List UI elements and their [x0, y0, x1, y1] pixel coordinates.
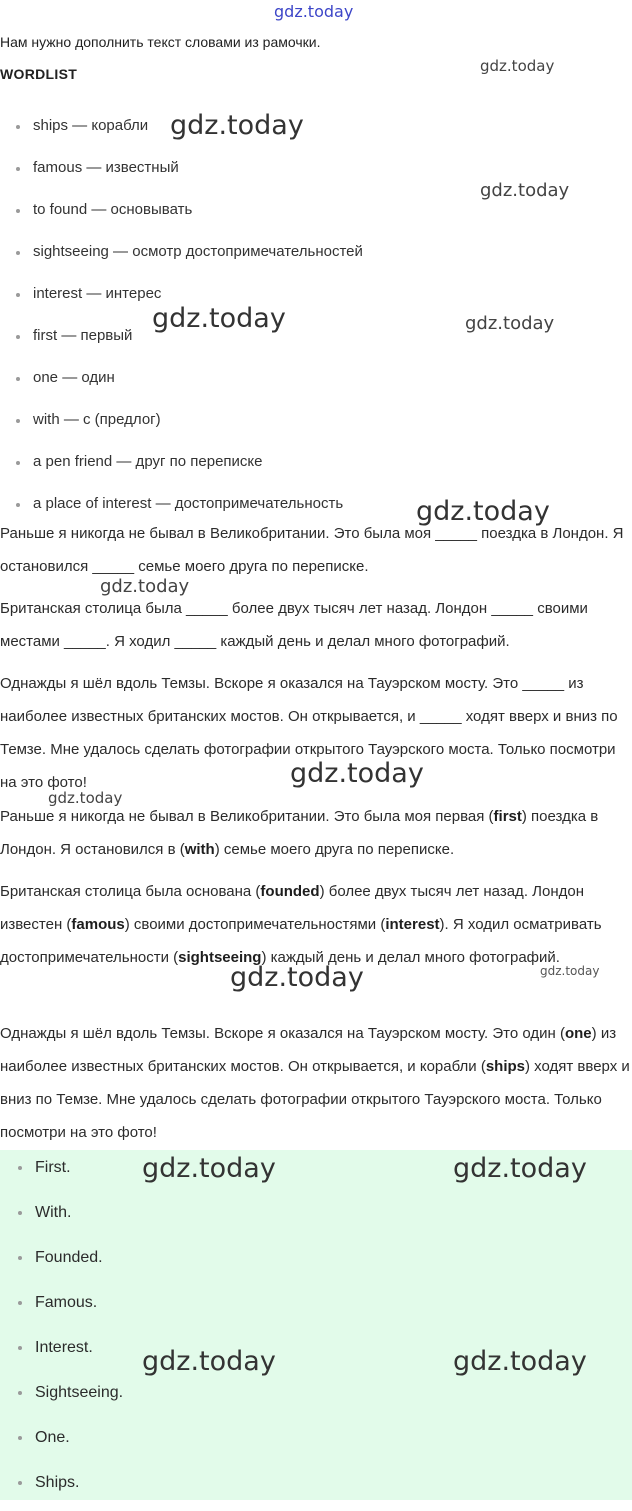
watermark: gdz.today	[465, 313, 555, 334]
answer-word: first	[493, 808, 522, 825]
watermark: gdz.today	[142, 1346, 276, 1377]
intro-text: Нам нужно дополнить текст словами из рамочки.	[0, 34, 321, 50]
watermark: gdz.today	[480, 180, 570, 201]
watermark: gdz.today	[416, 496, 550, 527]
answer-word: founded	[260, 883, 320, 900]
wordlist-item: one — один	[0, 357, 363, 399]
watermark: gdz.today	[152, 303, 286, 334]
wordlist-item: famous — известный	[0, 147, 363, 189]
wordlist-item: a pen friend — друг по переписке	[0, 441, 363, 483]
watermark: gdz.today	[170, 110, 304, 141]
answer-word: one	[564, 1025, 592, 1042]
watermark: gdz.today	[540, 964, 600, 978]
wordlist	[0, 105, 363, 525]
answer-paragraph-2: Британская столица была основана (founded) более двух тысяч лет назад. Лондон известен (famous) своими достопримечательностями (interest). Я ходил осматривать достопримечательности (sightseeing) каждый день и делал много фотографий.	[0, 883, 602, 966]
answer-item: Sightseeing.	[0, 1376, 123, 1421]
wordlist-item: to found — основывать	[0, 189, 363, 231]
watermark: gdz.today	[230, 962, 364, 993]
wordlist-item: ships — корабли	[0, 105, 363, 147]
task-paragraph-2: Британская столица была _____ более двух тысяч лет назад. Лондон _____ своими местами _____. Я ходил _____ каждый день и делал много фотографий.	[0, 600, 588, 650]
answer-item: Famous.	[0, 1286, 123, 1331]
wordlist-item: interest — интерес	[0, 273, 363, 315]
answer-item: Ships.	[0, 1466, 123, 1511]
answer-word: famous	[71, 916, 125, 933]
watermark: gdz.today	[48, 789, 123, 807]
watermark: gdz.today	[453, 1153, 587, 1184]
answer-item: One.	[0, 1421, 123, 1466]
answer-item: With.	[0, 1196, 123, 1241]
answer-item: Founded.	[0, 1241, 123, 1286]
watermark: gdz.today	[453, 1346, 587, 1377]
answers-list	[0, 1151, 123, 1511]
task-paragraph-1: Раньше я никогда не бывал в Великобритании. Это была моя _____ поездка в Лондон. Я остановился _____ семье моего друга по переписке.	[0, 525, 624, 575]
wordlist-heading: WORDLIST	[0, 66, 78, 82]
wordlist-item: a place of interest — достопримечательность	[0, 483, 363, 525]
wordlist-item: sightseeing — осмотр достопримечательностей	[0, 231, 363, 273]
answer-item: First.	[0, 1151, 123, 1196]
answer-word: interest	[385, 916, 440, 933]
watermark: gdz.today	[274, 2, 354, 21]
answer-word: with	[184, 841, 215, 858]
watermark: gdz.today	[100, 576, 190, 597]
task-paragraph-3: Однажды я шёл вдоль Темзы. Вскоре я оказался на Тауэрском мосту. Это _____ из наиболее известных британских мостов. Он открывается, и _____ ходят вверх и вниз по Темзе. Мне удалось сделать фотографии открытого Тауэрского моста. Только посмотри на это фото!	[0, 675, 618, 791]
watermark: gdz.today	[480, 57, 555, 75]
wordlist-item: with — с (предлог)	[0, 399, 363, 441]
watermark: gdz.today	[142, 1153, 276, 1184]
answer-word: sightseeing	[178, 949, 262, 966]
answer-word: ships	[485, 1058, 526, 1075]
answer-item: Interest.	[0, 1331, 123, 1376]
watermark: gdz.today	[290, 758, 424, 789]
answers-panel	[0, 1150, 632, 1500]
wordlist-item: first — первый	[0, 315, 363, 357]
answer-paragraph-3: Однажды я шёл вдоль Темзы. Вскоре я оказался на Тауэрском мосту. Это один (one) из наиболее известных британских мостов. Он открывается, и корабли (ships) ходят вверх и вниз по Темзе. Мне удалось сделать фотографии открытого Тауэрского моста. Только посмотри на это фото!	[0, 1025, 630, 1141]
answer-paragraph-1: Раньше я никогда не бывал в Великобритании. Это была моя первая (first) поездка в Лондон. Я остановился в (with) семье моего друга по переписке.	[0, 808, 599, 858]
